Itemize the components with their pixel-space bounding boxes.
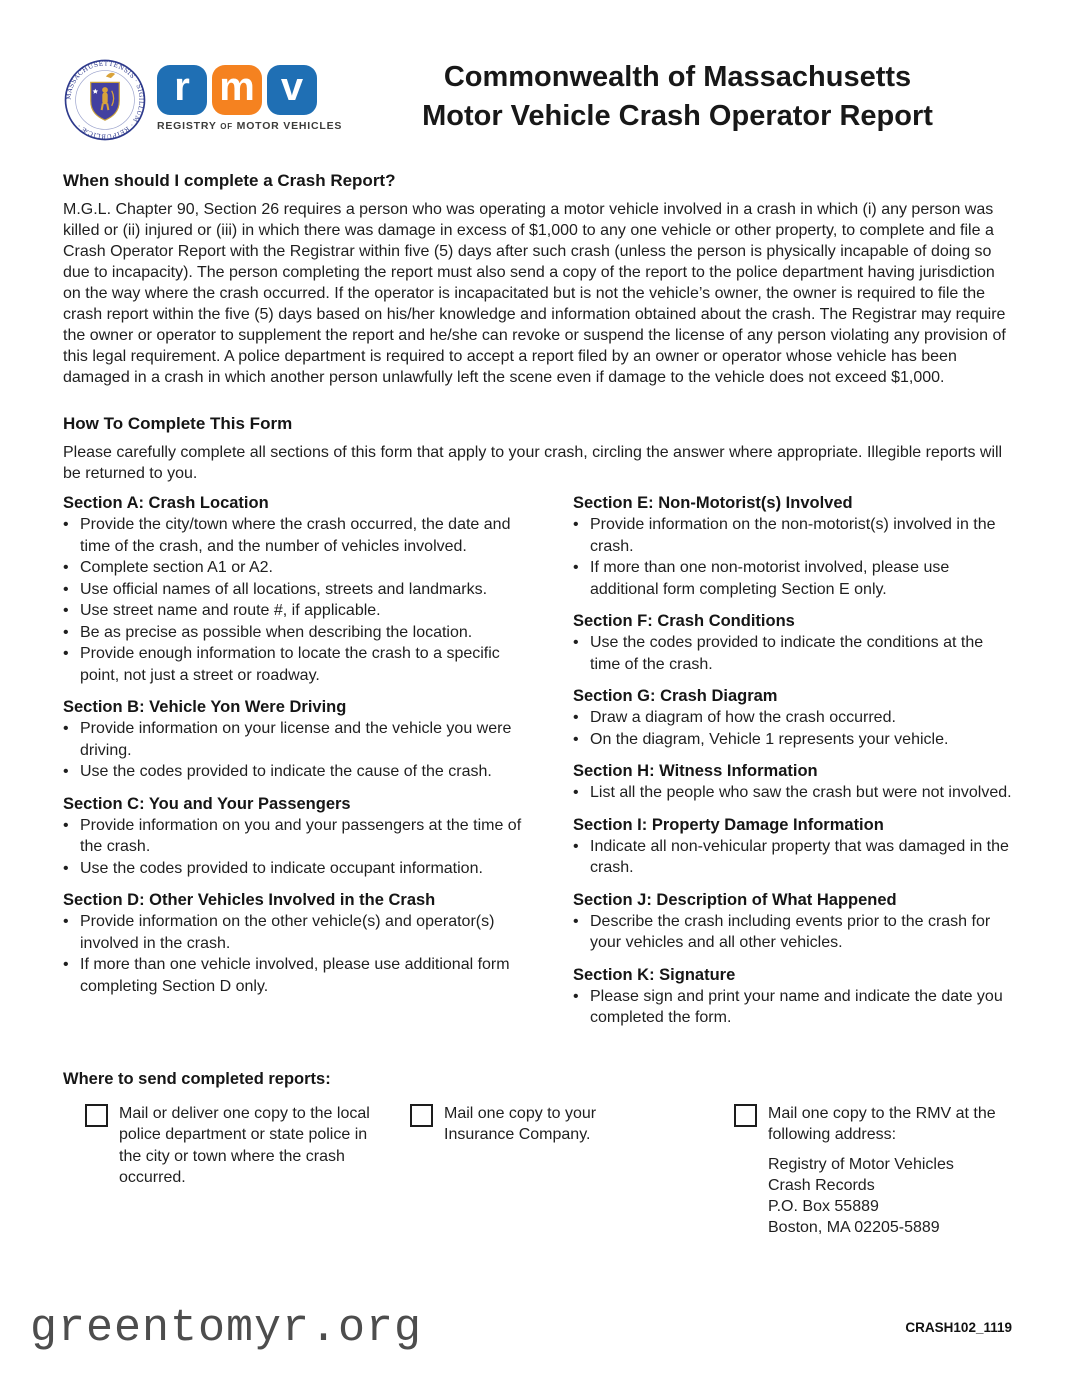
bullet-item: • On the diagram, Vehicle 1 represents your vehicle. [573, 729, 1012, 751]
send-options-row [63, 1103, 1012, 1253]
address-line: Registry of Motor Vehicles [768, 1155, 954, 1173]
rmv-tagline: REGISTRY OF MOTOR VEHICLES [157, 120, 343, 132]
bullet-item: • If more than one non-motorist involved, please use additional form completing Section E only. [573, 557, 1012, 600]
massachusetts-seal-icon [63, 58, 147, 142]
bullet-item: • Use the codes provided to indicate the conditions at the time of the crash. [573, 632, 1012, 675]
seal-ring-text: MASSACHUSETTENSIS · SIGILLUM · REIPUBLICÆ · [65, 60, 145, 140]
police-checkbox[interactable] [85, 1104, 108, 1127]
how-heading: How To Complete This Form [63, 414, 293, 433]
bullet-marker [63, 761, 80, 783]
bullet-item: • Provide the city/town where the crash occurred, the date and time of the crash, and the number of vehicles involved. [63, 514, 541, 557]
section-title: Section H: Witness Information [573, 762, 818, 780]
title-line-1: Commonwealth of Massachusetts [443, 61, 912, 93]
watermark-text: greentomyr.org [30, 1303, 423, 1354]
where-heading: Where to send completed reports: [63, 1069, 331, 1088]
bullet-marker [63, 643, 80, 686]
bullet-marker [63, 954, 80, 997]
bullet-item: • Provide information on the other vehicle(s) and operator(s) involved in the crash. [63, 911, 541, 954]
bullet-item: • Draw a diagram of how the crash occurred. [573, 707, 1012, 729]
right-column [573, 493, 1012, 1029]
section-title: Section A: Crash Location [63, 494, 269, 512]
form-code: CRASH102_1119 [905, 1320, 1012, 1335]
bullet-item: • Use street name and route #, if applicable. [63, 600, 541, 622]
section-title: Section F: Crash Conditions [573, 612, 795, 630]
when-body-paragraph: M.G.L. Chapter 90, Section 26 requires a person who was operating a motor vehicle involved in a crash in which (i) any person was killed or (ii) injured or (iii) in which there was damage in excess of $1,000 to any one vehicle or other property, to complete and file a Crash Operator Report with the Registrar within five (5) days after such crash (unless the person is physically incapable of doing so due to incapacity). The person completing the report must also send a copy of the report to the police department having jurisdiction on the way where the crash occurred. If the operator is incapacitated but is not the vehicle’s owner, the owner is required to file the crash report within the five (5) days based on his/her knowledge and information obtained about the crash. The Registrar may require the owner or operator to supplement the report and he/she can revoke or suspend the license of any person violating any provision of this legal requirement. A police department is required to accept a report filed by an owner or operator whose vehicle has been damaged in a crash in which another person unlawfully left the scene even if damage to the vehicle does not exceed $1,000. [63, 201, 1006, 386]
bullet-marker [63, 718, 80, 761]
when-heading: When should I complete a Crash Report? [63, 171, 396, 190]
bullet-marker [573, 632, 590, 675]
bullet-item: • Use official names of all locations, streets and landmarks. [63, 579, 541, 601]
page-title [331, 58, 1012, 136]
rmv-tile-r: r [157, 65, 207, 115]
how-intro: Please carefully complete all sections of this form that apply to your crash, circling the answer where appropriate. Illegible reports will be returned to you. [63, 444, 1003, 482]
rmv-logo [157, 65, 342, 132]
address-line: Crash Records [768, 1176, 875, 1194]
bullet-item: • Describe the crash including events prior to the crash for your vehicles and all other vehicles. [573, 911, 1012, 954]
bullet-marker [573, 782, 590, 804]
section-title: Section B: Vehicle Yon Were Driving [63, 698, 347, 716]
bullet-item: • Use the codes provided to indicate occupant information. [63, 858, 541, 880]
rmv-address [768, 1154, 1024, 1238]
section-c-you-and-your-passengers [63, 794, 541, 880]
rmv-tile-m: m [212, 65, 262, 115]
bullet-marker [573, 729, 590, 751]
section-g-crash-diagram [573, 686, 1012, 750]
section-title: Section C: You and Your Passengers [63, 794, 351, 813]
send-option-label: Mail one copy to your Insurance Company. [444, 1104, 597, 1143]
section-j-description [573, 890, 1012, 954]
section-d-other-vehicles [63, 890, 541, 997]
bullet-marker [63, 557, 80, 579]
section-h-witness-information [573, 761, 1012, 804]
section-f-crash-conditions [573, 611, 1012, 675]
bullet-marker [573, 707, 590, 729]
bullet-marker [63, 858, 80, 880]
section-title: Section D: Other Vehicles Involved in the Crash [63, 891, 436, 909]
insurance-checkbox[interactable] [410, 1104, 433, 1127]
send-option-rmv [734, 1103, 1024, 1238]
bullet-item: • Provide enough information to locate the crash to a specific point, not just a street or roadway. [63, 643, 541, 686]
rmv-checkbox[interactable] [734, 1104, 757, 1127]
left-column [63, 493, 541, 1029]
send-option-label: Mail or deliver one copy to the local police department or state police in the city or town where the crash occurred. [119, 1104, 370, 1186]
bullet-marker [573, 514, 590, 557]
bullet-item: • Please sign and print your name and indicate the date you completed the form. [573, 986, 1012, 1029]
bullet-item: • Provide information on you and your passengers at the time of the crash. [63, 815, 541, 858]
bullet-item: • Use the codes provided to indicate the cause of the crash. [63, 761, 541, 783]
title-line-2: Motor Vehicle Crash Operator Report [422, 100, 933, 132]
bullet-marker [573, 836, 590, 879]
bullet-marker [63, 600, 80, 622]
bullet-marker [573, 911, 590, 954]
section-title: Section J: Description of What Happened [573, 890, 897, 909]
bullet-marker [63, 579, 80, 601]
bullet-item: • If more than one vehicle involved, please use additional form completing Section D only. [63, 954, 541, 997]
send-option-police [85, 1103, 375, 1189]
address-line: Boston, MA 02205-5889 [768, 1218, 940, 1236]
bullet-marker [63, 514, 80, 557]
bullet-marker [573, 986, 590, 1029]
section-title: Section I: Property Damage Information [573, 815, 884, 834]
page-header [63, 0, 1012, 142]
bullet-item: • Complete section A1 or A2. [63, 557, 541, 579]
section-i-property-damage [573, 815, 1012, 879]
section-title: Section E: Non-Motorist(s) Involved [573, 494, 853, 512]
bullet-marker [63, 815, 80, 858]
bullet-marker [63, 622, 80, 644]
bullet-marker [573, 557, 590, 600]
address-line: P.O. Box 55889 [768, 1197, 879, 1215]
section-a-crash-location [63, 493, 541, 686]
section-b-vehicle-you-were-driving [63, 697, 541, 783]
rmv-tile-v: v [267, 65, 317, 115]
section-title: Section G: Crash Diagram [573, 687, 778, 705]
logo-group [63, 56, 343, 142]
bullet-item: • Provide information on the non-motorist(s) involved in the crash. [573, 514, 1012, 557]
send-option-insurance [410, 1103, 670, 1146]
bullet-item: • Indicate all non-vehicular property that was damaged in the crash. [573, 836, 1012, 879]
section-title: Section K: Signature [573, 965, 736, 984]
section-columns [63, 493, 1012, 1029]
bullet-item: • Provide information on your license and the vehicle you were driving. [63, 718, 541, 761]
section-e-non-motorists [573, 493, 1012, 600]
bullet-item: • Be as precise as possible when describing the location. [63, 622, 541, 644]
send-option-label: Mail one copy to the RMV at the following address: [768, 1104, 996, 1143]
section-k-signature [573, 965, 1012, 1029]
bullet-item: • List all the people who saw the crash but were not involved. [573, 782, 1012, 804]
bullet-marker [63, 911, 80, 954]
